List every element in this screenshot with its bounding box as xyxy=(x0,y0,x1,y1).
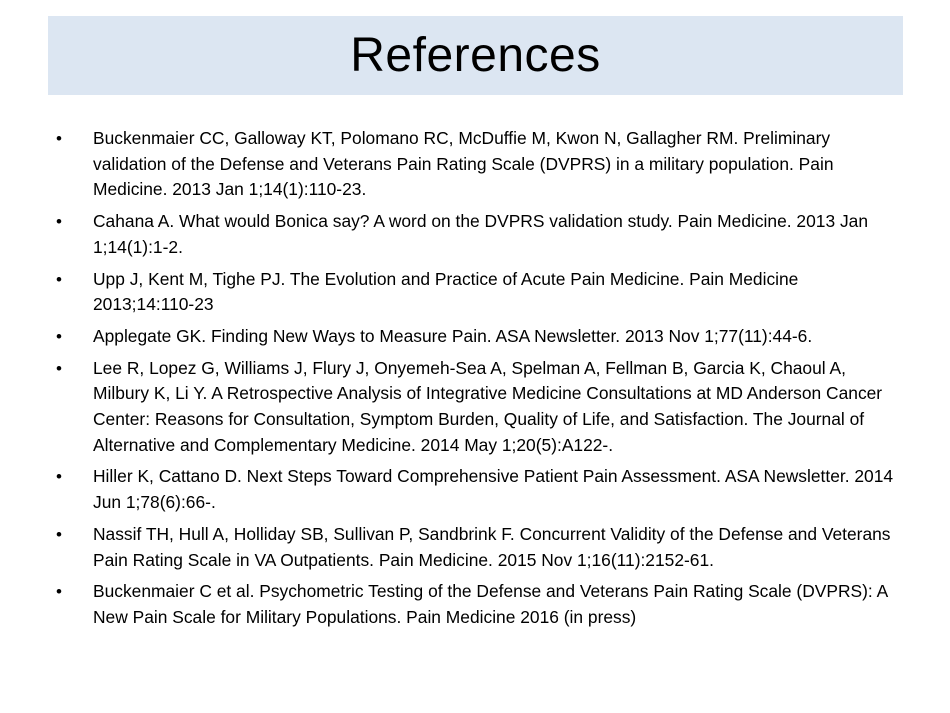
reference-item xyxy=(50,356,900,459)
title-banner xyxy=(48,16,903,95)
reference-text: Applegate GK. Finding New Ways to Measure Pain. ASA Newsletter. 2013 Nov 1;77(11):44-6. xyxy=(93,325,813,346)
bullet-icon: • xyxy=(56,129,62,148)
reference-text: Nassif TH, Hull A, Holliday SB, Sullivan P, Sandbrink F. Concurrent Validity of the Defense and Veterans Pain Rating Scale in VA Outpatients. Pain Medicine. 2015 Nov 1;16(11):2152-61. xyxy=(93,523,891,570)
reference-text: Buckenmaier CC, Galloway KT, Polomano RC, McDuffie M, Kwon N, Gallagher RM. Preliminary validation of the Defense and Veterans Pain Rating Scale (DVPRS) in a military population. Pain Medicine. 2013 Jan 1;14(1):110-23. xyxy=(93,128,834,200)
bullet-icon: • xyxy=(56,212,62,232)
reference-text: Upp J, Kent M, Tighe PJ. The Evolution and Practice of Acute Pain Medicine. Pain Medicine 2013;14:110-23 xyxy=(93,268,799,315)
bullet-icon: • xyxy=(56,326,62,346)
reference-item xyxy=(50,126,900,203)
reference-item xyxy=(50,209,900,260)
reference-text: Buckenmaier C et al. Psychometric Testing of the Defense and Veterans Pain Rating Scale (DVPRS): A New Pain Scale for Military Populations. Pain Medicine 2016 (in press) xyxy=(93,581,888,627)
reference-item xyxy=(50,324,900,350)
reference-item xyxy=(50,464,900,515)
reference-text: Lee R, Lopez G, Williams J, Flury J, Onyemeh-Sea A, Spelman A, Fellman B, Garcia K, Chaoul A, Milbury K, Li Y. A Retrospective Analysis of Integrative Medicine Consultations at MD Anderson Cancer Center: Reasons for Consultation, Symptom Burden, Quality of Life, and Satisfaction. The Journal of Alternative and Complementary Medicine. 2014 May 1;20(5):A122-. xyxy=(93,357,883,455)
reference-item xyxy=(50,579,900,630)
reference-item xyxy=(50,267,900,318)
bullet-icon: • xyxy=(56,269,62,289)
bullet-icon: • xyxy=(56,582,62,602)
reference-text: Hiller K, Cattano D. Next Steps Toward Comprehensive Patient Pain Assessment. ASA Newsletter. 2014 Jun 1;78(6):66-. xyxy=(93,466,894,513)
reference-text: Cahana A. What would Bonica say? A word on the DVPRS validation study. Pain Medicine. 2013 Jan 1;14(1):1-2. xyxy=(93,211,868,257)
page-title: References xyxy=(350,28,601,82)
bullet-icon: • xyxy=(56,358,62,378)
references-list xyxy=(50,126,900,637)
bullet-icon: • xyxy=(56,524,62,544)
reference-item xyxy=(50,522,900,573)
bullet-icon: • xyxy=(56,467,62,487)
